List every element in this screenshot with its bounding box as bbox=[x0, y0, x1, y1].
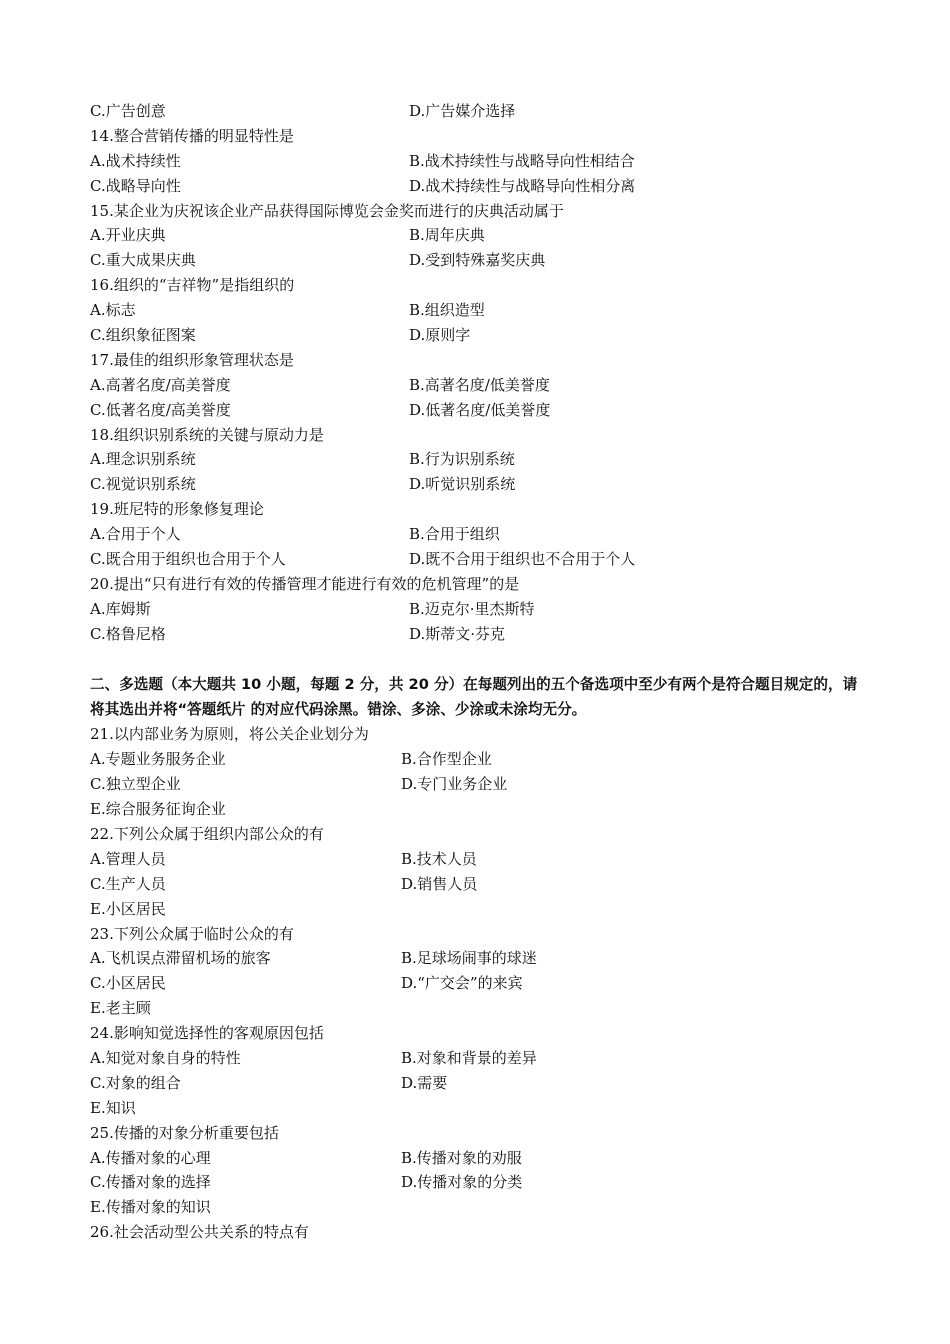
question-stem: 17.最佳的组织形象管理状态是 bbox=[90, 350, 294, 369]
option-d: D.传播对象的分类 bbox=[401, 1173, 523, 1192]
option-row bbox=[90, 747, 890, 772]
option-a: A.飞机误点滞留机场的旅客 bbox=[90, 949, 271, 968]
option-row bbox=[90, 248, 890, 273]
question-stem: 18.组织识别系统的关键与原动力是 bbox=[90, 425, 324, 444]
question-26 bbox=[90, 1220, 890, 1245]
question-17 bbox=[90, 348, 890, 423]
question-stem: 14.整合营销传播的明显特性是 bbox=[90, 126, 294, 145]
option-e: E.知识 bbox=[90, 1098, 136, 1117]
option-b: B.技术人员 bbox=[401, 849, 477, 868]
option-row bbox=[90, 298, 890, 323]
option-row bbox=[90, 597, 890, 622]
option-b: B.传播对象的劝服 bbox=[401, 1148, 522, 1167]
question-stem: 20.提出“只有进行有效的传播管理才能进行有效的危机管理”的是 bbox=[90, 574, 520, 593]
option-c: C.独立型企业 bbox=[90, 775, 181, 794]
option-c: C.既合用于组织也合用于个人 bbox=[90, 550, 286, 569]
option-row bbox=[90, 149, 890, 174]
option-c: C.生产人员 bbox=[90, 874, 166, 893]
option-d: D.销售人员 bbox=[401, 874, 478, 893]
option-d: D.既不合用于组织也不合用于个人 bbox=[409, 550, 636, 569]
option-b: B.战术持续性与战略导向性相结合 bbox=[409, 151, 635, 170]
option-c: C.对象的组合 bbox=[90, 1073, 181, 1092]
option-row bbox=[90, 971, 890, 996]
option-b: B.行为识别系统 bbox=[409, 450, 515, 469]
option-c: C.重大成果庆典 bbox=[90, 251, 196, 270]
question-stem: 23.下列公众属于临时公众的有 bbox=[90, 924, 294, 943]
option-e: E.老主顾 bbox=[90, 999, 151, 1018]
question-16 bbox=[90, 273, 890, 348]
option-b: B.组织造型 bbox=[409, 301, 485, 320]
question-22 bbox=[90, 822, 890, 922]
option-c: C.格鲁尼格 bbox=[90, 624, 166, 643]
option-row bbox=[90, 1046, 890, 1071]
option-a: A.传播对象的心理 bbox=[90, 1148, 211, 1167]
option-e: E.传播对象的知识 bbox=[90, 1198, 211, 1217]
option-d: D.受到特殊嘉奖庆典 bbox=[409, 251, 546, 270]
option-e: E.综合服务征询企业 bbox=[90, 800, 226, 819]
option-row bbox=[90, 772, 890, 797]
option-c: C.战略导向性 bbox=[90, 176, 181, 195]
option-row bbox=[90, 872, 890, 897]
option-c: C.组织象征图案 bbox=[90, 326, 196, 345]
section-spacer bbox=[90, 647, 890, 673]
option-e: E.小区居民 bbox=[90, 899, 166, 918]
option-c: C.传播对象的选择 bbox=[90, 1173, 211, 1192]
question-14 bbox=[90, 124, 890, 199]
single-choice-section bbox=[90, 99, 890, 647]
option-b: B.周年庆典 bbox=[409, 226, 485, 245]
section-heading-multiple-choice: 二、多选题（本大题共 10 小题，每题 2 分，共 20 分）在每题列出的五个备选项中至少有两个是符合题目规定的，请将其选出并将“答题纸片 的对应代码涂黑。错涂、多涂、少涂或未涂均无分。 bbox=[90, 675, 858, 718]
option-row bbox=[90, 99, 890, 124]
option-c: C.视觉识别系统 bbox=[90, 475, 196, 494]
option-a: A.合用于个人 bbox=[90, 525, 181, 544]
option-c: C.小区居民 bbox=[90, 974, 166, 993]
option-d: D.低著名度/低美誉度 bbox=[409, 400, 551, 419]
question-stem: 21.以内部业务为原则，将公关企业划分为 bbox=[90, 725, 369, 744]
option-b: B.迈克尔·里杰斯特 bbox=[409, 599, 535, 618]
option-b: B.对象和背景的差异 bbox=[401, 1048, 537, 1067]
option-d: D.专门业务企业 bbox=[401, 775, 508, 794]
option-row bbox=[90, 1071, 890, 1096]
option-a: A.库姆斯 bbox=[90, 599, 151, 618]
option-a: A.战术持续性 bbox=[90, 151, 181, 170]
option-d: D.斯蒂文·芬克 bbox=[409, 624, 506, 643]
option-row bbox=[90, 447, 890, 472]
option-row bbox=[90, 547, 890, 572]
option-d: D.听觉识别系统 bbox=[409, 475, 516, 494]
option-a: A.管理人员 bbox=[90, 849, 166, 868]
multiple-choice-section bbox=[90, 722, 890, 1245]
question-18 bbox=[90, 423, 890, 498]
question-25 bbox=[90, 1121, 890, 1221]
option-a: A.标志 bbox=[90, 301, 136, 320]
question-21 bbox=[90, 722, 890, 822]
option-a: A.理念识别系统 bbox=[90, 450, 196, 469]
question-15 bbox=[90, 199, 890, 274]
option-row bbox=[90, 223, 890, 248]
option-row bbox=[90, 373, 890, 398]
option-row bbox=[90, 622, 890, 647]
option-b: B.高著名度/低美誉度 bbox=[409, 375, 550, 394]
option-row bbox=[90, 398, 890, 423]
option-row bbox=[90, 174, 890, 199]
option-a: A.开业庆典 bbox=[90, 226, 166, 245]
option-d: D.战术持续性与战略导向性相分离 bbox=[409, 176, 636, 195]
question-stem: 15.某企业为庆祝该企业产品获得国际博览会金奖而进行的庆典活动属于 bbox=[90, 201, 564, 220]
option-a: A.知觉对象自身的特性 bbox=[90, 1048, 241, 1067]
question-24 bbox=[90, 1021, 890, 1121]
option-row bbox=[90, 472, 890, 497]
question-stem: 25.传播的对象分析重要包括 bbox=[90, 1123, 279, 1142]
question-stem: 22.下列公众属于组织内部公众的有 bbox=[90, 824, 324, 843]
option-c: C.低著名度/高美誉度 bbox=[90, 400, 231, 419]
option-d: D.需要 bbox=[401, 1073, 448, 1092]
option-row bbox=[90, 1170, 890, 1195]
option-a: A.高著名度/高美誉度 bbox=[90, 375, 231, 394]
option-d: D.“广交会”的来宾 bbox=[401, 974, 523, 993]
question-stem: 24.影响知觉选择性的客观原因包括 bbox=[90, 1024, 324, 1043]
option-row bbox=[90, 1146, 890, 1171]
question-stem: 26.社会活动型公共关系的特点有 bbox=[90, 1223, 309, 1242]
option-d: D.原则字 bbox=[409, 326, 471, 345]
option-row bbox=[90, 847, 890, 872]
question-stem: 19.班尼特的形象修复理论 bbox=[90, 500, 264, 519]
option-c: C.广告创意 bbox=[90, 102, 166, 120]
question-stem: 16.组织的“吉祥物”是指组织的 bbox=[90, 276, 295, 295]
option-d: D.广告媒介选择 bbox=[409, 102, 516, 120]
option-a: A.专题业务服务企业 bbox=[90, 750, 226, 769]
option-b: B.合用于组织 bbox=[409, 525, 500, 544]
option-b: B.合作型企业 bbox=[401, 750, 492, 769]
exam-page bbox=[90, 99, 890, 1245]
question-19 bbox=[90, 497, 890, 572]
option-row bbox=[90, 946, 890, 971]
question-23 bbox=[90, 922, 890, 1022]
option-row bbox=[90, 522, 890, 547]
question-20 bbox=[90, 572, 890, 647]
option-row bbox=[90, 323, 890, 348]
option-b: B.足球场闹事的球迷 bbox=[401, 949, 537, 968]
